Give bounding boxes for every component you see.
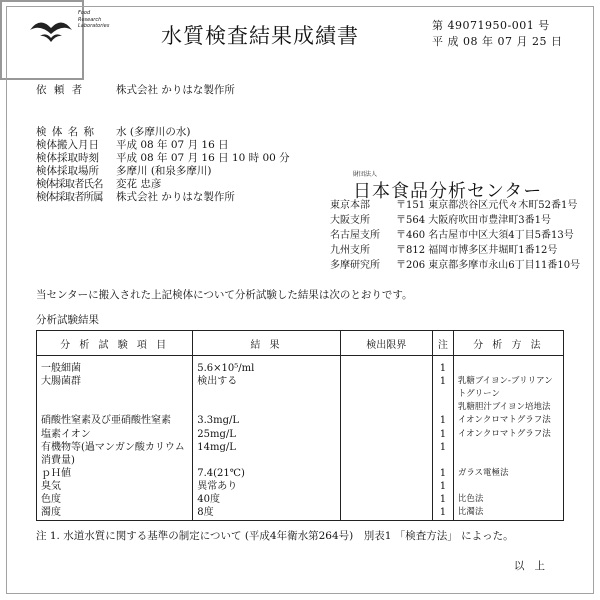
- closing-mark: 以上: [514, 560, 555, 572]
- branch-name: 大阪支所: [330, 215, 370, 226]
- org-name: 日本食品分析センター: [353, 181, 543, 202]
- analysis-method: 比濁法: [453, 506, 563, 520]
- sample-label: 検体採取場所: [36, 165, 99, 177]
- sample-value: 多摩川 (和泉多摩川): [116, 165, 212, 177]
- analysis-method: ガラス電極法: [453, 467, 563, 480]
- table-row: [37, 401, 564, 414]
- result-item: 有機物等(過マンガン酸カリウム消費量): [37, 441, 193, 467]
- sample-value: 変花 忠彦: [116, 178, 162, 190]
- results-table: [36, 330, 564, 521]
- detection-limit: [340, 428, 432, 441]
- branch-address: 〒564 大阪府吹田市豊津町3番1号: [396, 215, 551, 226]
- column-header: 分 析 試 験 項 目: [37, 331, 193, 356]
- table-row: [37, 356, 564, 376]
- branch-address: 〒812 福岡市博多区井堀町1番12号: [396, 245, 558, 256]
- note-ref: [432, 401, 453, 414]
- sample-label: 検体採取者所属: [36, 191, 103, 203]
- result-value: 25mg/L: [193, 428, 340, 441]
- note-ref: 1: [432, 493, 453, 506]
- analysis-method: 乳糖胆汁ブイヨン培地法: [453, 401, 563, 414]
- sample-label: 検体採取時刻: [36, 152, 99, 164]
- sample-value: 平成 08 年 07 月 16 日: [116, 139, 229, 151]
- sample-value: 株式会社 かりはな製作所: [116, 191, 235, 203]
- result-value: 7.4(21℃): [193, 467, 340, 480]
- table-row: [37, 375, 564, 401]
- result-value: 異常あり: [193, 480, 340, 493]
- results-section-title: 分析試験結果: [36, 314, 99, 326]
- document-title: 水質検査結果成績書: [161, 24, 359, 48]
- column-header: 結 果: [193, 331, 340, 356]
- column-header: 分 析 方 法: [453, 331, 563, 356]
- detection-limit: [340, 414, 432, 427]
- note-ref: 1: [432, 356, 453, 376]
- note-ref: 1: [432, 480, 453, 493]
- note-ref: 1: [432, 375, 453, 401]
- table-row: [37, 480, 564, 493]
- table-row: [37, 414, 564, 427]
- branch-name: 名古屋支所: [330, 230, 380, 241]
- document-date: 平 成 08 年 07 月 25 日: [432, 35, 563, 48]
- result-value: 8度: [193, 506, 340, 520]
- result-value: 3.3mg/L: [193, 414, 340, 427]
- sample-label: 検 体 名 称: [36, 126, 96, 138]
- branch-name: 多摩研究所: [330, 260, 380, 271]
- statement-text: 当センターに搬入された上記検体について分析試験した結果は次のとおりです。: [36, 289, 413, 301]
- result-item: 臭気: [37, 480, 193, 493]
- sample-label: 検体搬入月日: [36, 139, 99, 151]
- branch-name: 九州支所: [330, 245, 370, 256]
- detection-limit: [340, 375, 432, 401]
- branch-name: 東京本部: [330, 200, 370, 211]
- note-ref: 1: [432, 428, 453, 441]
- branch-address: 〒151 東京都渋谷区元代々木町52番1号: [396, 200, 578, 211]
- detection-limit: [340, 480, 432, 493]
- table-row: [37, 493, 564, 506]
- analysis-method: イオンクロマトグラフ法: [453, 414, 563, 427]
- sample-label: 検体採取者氏名: [36, 178, 103, 190]
- analysis-method: [453, 356, 563, 376]
- analysis-method: 乳糖ブイヨン-ブリリアントグリーン: [453, 375, 563, 401]
- result-item: [37, 401, 193, 414]
- column-header: 検出限界: [340, 331, 432, 356]
- sample-value: 平成 08 年 07 月 16 日 10 時 00 分: [116, 152, 290, 164]
- official-seal-stamp: [0, 0, 84, 80]
- result-value: [193, 401, 340, 414]
- result-item: 硝酸性窒素及び亜硝酸性窒素: [37, 414, 193, 427]
- detection-limit: [340, 356, 432, 376]
- table-header-row: [37, 331, 564, 356]
- note-ref: 1: [432, 414, 453, 427]
- result-value: 検出する: [193, 375, 340, 401]
- branch-address: 〒460 名古屋市中区大須4丁目5番13号: [396, 230, 574, 241]
- result-item: ｐＨ値: [37, 467, 193, 480]
- table-row: [37, 428, 564, 441]
- org-type-label: 財団法人: [353, 171, 378, 178]
- analysis-method: [453, 441, 563, 467]
- analysis-method: イオンクロマトグラフ法: [453, 428, 563, 441]
- analysis-method: [453, 480, 563, 493]
- analysis-method: 比色法: [453, 493, 563, 506]
- table-row: [37, 467, 564, 480]
- note-ref: 1: [432, 506, 453, 520]
- result-item: 塩素イオン: [37, 428, 193, 441]
- result-item: 濁度: [37, 506, 193, 520]
- detection-limit: [340, 401, 432, 414]
- logo-text: Food Research Laboratories: [78, 10, 110, 29]
- result-item: 大腸菌群: [37, 375, 193, 401]
- footnote: 注 1. 水道水質に関する基準の制定について (平成4年衛水第264号) 別表1 「検査方法」 によった。: [36, 530, 514, 542]
- table-row: [37, 441, 564, 467]
- result-item: 色度: [37, 493, 193, 506]
- detection-limit: [340, 493, 432, 506]
- note-ref: 1: [432, 441, 453, 467]
- sample-value: 水 (多摩川の水): [116, 126, 191, 138]
- result-item: 一般細菌: [37, 356, 193, 376]
- detection-limit: [340, 506, 432, 520]
- detection-limit: [340, 467, 432, 480]
- result-value: 40度: [193, 493, 340, 506]
- client-label: 依 頼 者: [36, 84, 85, 96]
- client-value: 株式会社 かりはな製作所: [116, 84, 235, 96]
- detection-limit: [340, 441, 432, 467]
- column-header: 注: [432, 331, 453, 356]
- document-number: 第 49071950-001 号: [432, 19, 550, 32]
- table-row: [37, 506, 564, 520]
- result-value: 5.6×10⁵/ml: [193, 356, 340, 376]
- note-ref: 1: [432, 467, 453, 480]
- branch-address: 〒206 東京都多摩市永山6丁目11番10号: [396, 260, 581, 271]
- result-value: 14mg/L: [193, 441, 340, 467]
